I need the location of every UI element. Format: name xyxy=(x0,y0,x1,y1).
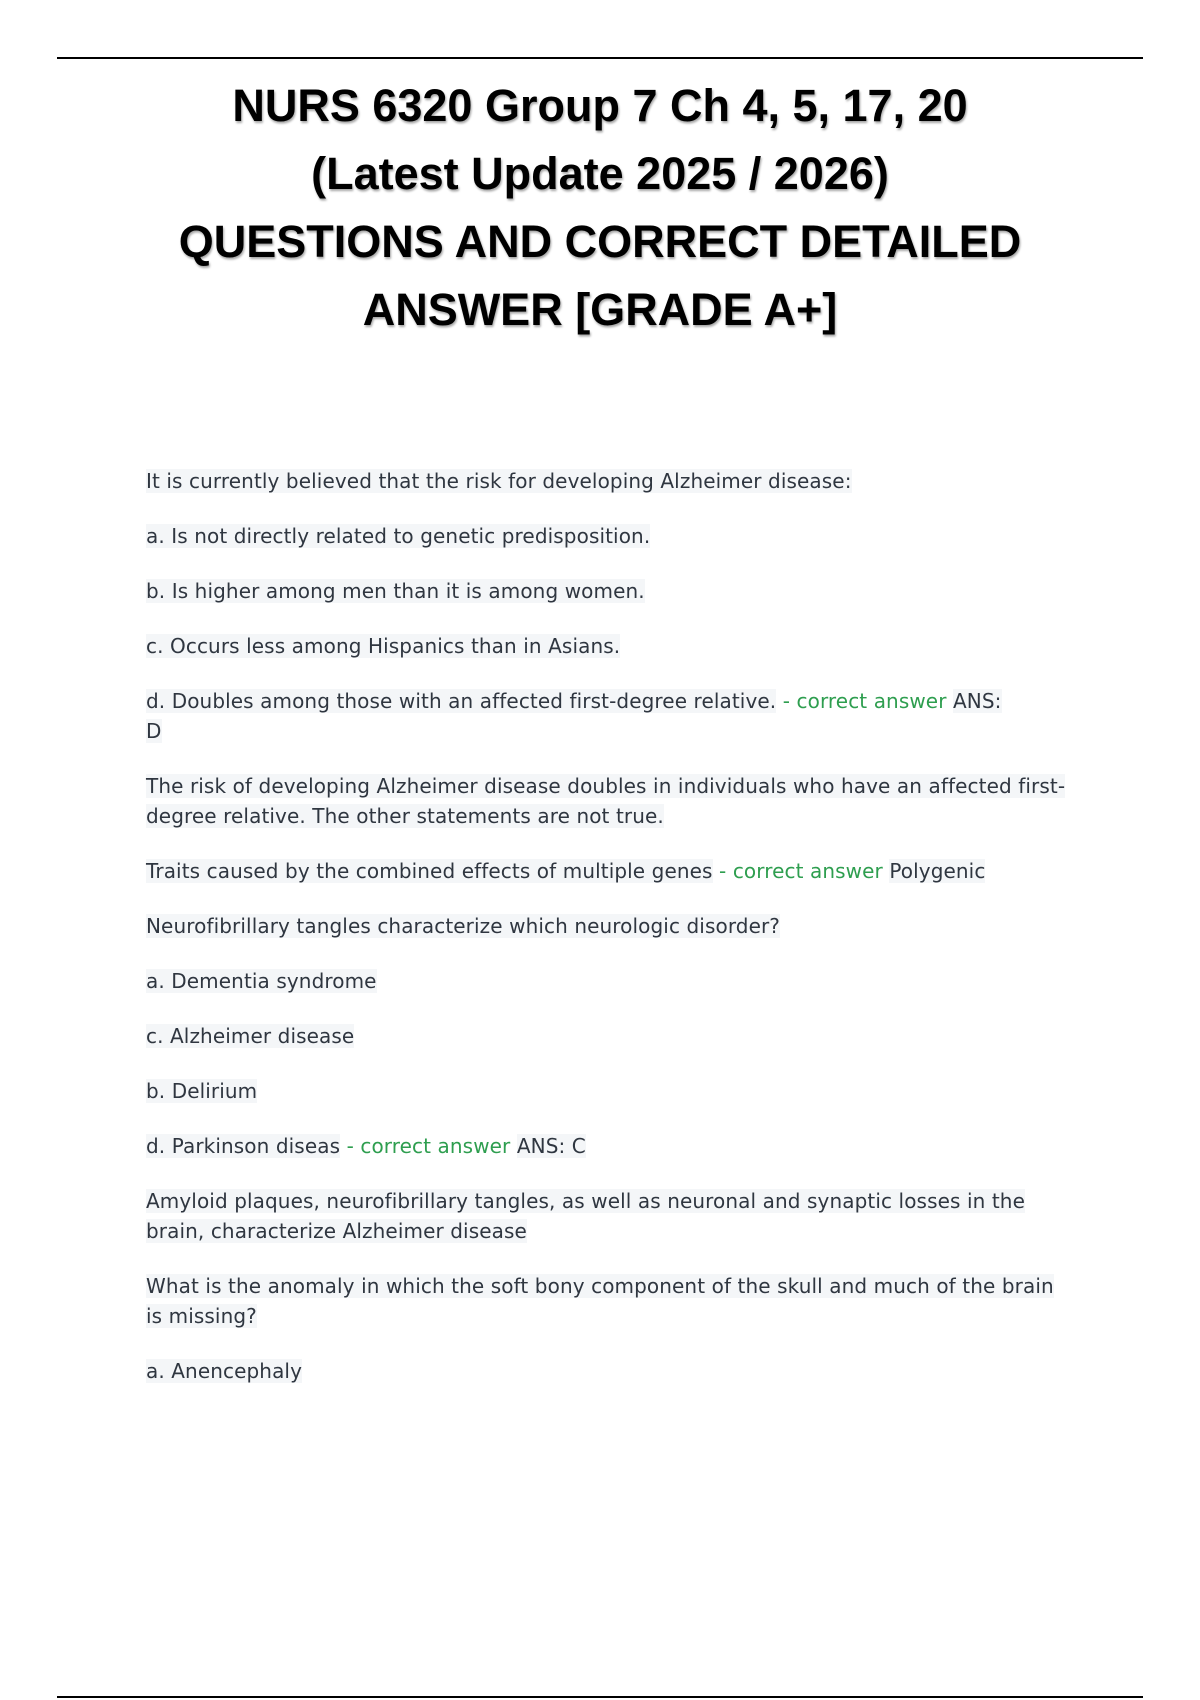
question-2 xyxy=(146,856,1076,886)
question-1 xyxy=(146,466,1076,496)
answer-label: ANS: C xyxy=(516,1134,586,1158)
document-title xyxy=(100,72,1100,344)
correct-answer-marker: - correct answer xyxy=(782,689,947,713)
question-1-option-a xyxy=(146,521,1076,551)
title-line-3: QUESTIONS AND CORRECT DETAILED xyxy=(178,216,1022,267)
option-text: c. Occurs less among Hispanics than in Asians. xyxy=(146,634,621,658)
question-2-text: Traits caused by the combined effects of multiple genes xyxy=(146,859,713,883)
document-body xyxy=(146,466,1076,1411)
question-1-option-b xyxy=(146,576,1076,606)
option-text: d. Doubles among those with an affected first-degree relative. xyxy=(146,689,777,713)
option-text: a. Dementia syndrome xyxy=(146,969,377,993)
answer-letter: D xyxy=(146,719,162,743)
title-line-1: NURS 6320 Group 7 Ch 4, 5, 17, 20 xyxy=(232,80,968,131)
correct-answer-marker: - correct answer xyxy=(346,1134,511,1158)
answer-label: ANS: xyxy=(953,689,1002,713)
rationale-text: Amyloid plaques, neurofibrillary tangles, as well as neuronal and synaptic losses in the brain, characterize Alzheimer disease xyxy=(146,1189,1025,1243)
question-3-option-c xyxy=(146,1021,1076,1051)
question-3-option-b xyxy=(146,1076,1076,1106)
answer-text: Polygenic xyxy=(889,859,986,883)
question-4-option-a xyxy=(146,1356,1076,1386)
top-rule xyxy=(57,57,1143,59)
title-line-2: (Latest Update 2025 / 2026) xyxy=(311,148,889,199)
rationale-text: The risk of developing Alzheimer disease doubles in individuals who have an affected first-degree relative. The other statements are not true. xyxy=(146,774,1066,828)
option-text: a. Is not directly related to genetic predisposition. xyxy=(146,524,651,548)
title-line-4: ANSWER [GRADE A+] xyxy=(362,284,838,335)
correct-answer-marker: - correct answer xyxy=(719,859,883,883)
question-3-option-a xyxy=(146,966,1076,996)
question-1-option-d xyxy=(146,686,1076,746)
question-3-text: Neurofibrillary tangles characterize which neurologic disorder? xyxy=(146,914,781,938)
question-4-text: What is the anomaly in which the soft bony component of the skull and much of the brain is missing? xyxy=(146,1274,1054,1328)
option-text: b. Is higher among men than it is among women. xyxy=(146,579,645,603)
option-text: c. Alzheimer disease xyxy=(146,1024,355,1048)
option-text: d. Parkinson diseas xyxy=(146,1134,341,1158)
bottom-rule xyxy=(57,1696,1143,1698)
option-text: b. Delirium xyxy=(146,1079,258,1103)
question-4 xyxy=(146,1271,1076,1331)
question-1-rationale xyxy=(146,771,1076,831)
question-1-option-c xyxy=(146,631,1076,661)
question-1-text: It is currently believed that the risk for developing Alzheimer disease: xyxy=(146,469,852,493)
question-3-rationale xyxy=(146,1186,1076,1246)
option-text: a. Anencephaly xyxy=(146,1359,303,1383)
question-3 xyxy=(146,911,1076,941)
question-3-option-d xyxy=(146,1131,1076,1161)
